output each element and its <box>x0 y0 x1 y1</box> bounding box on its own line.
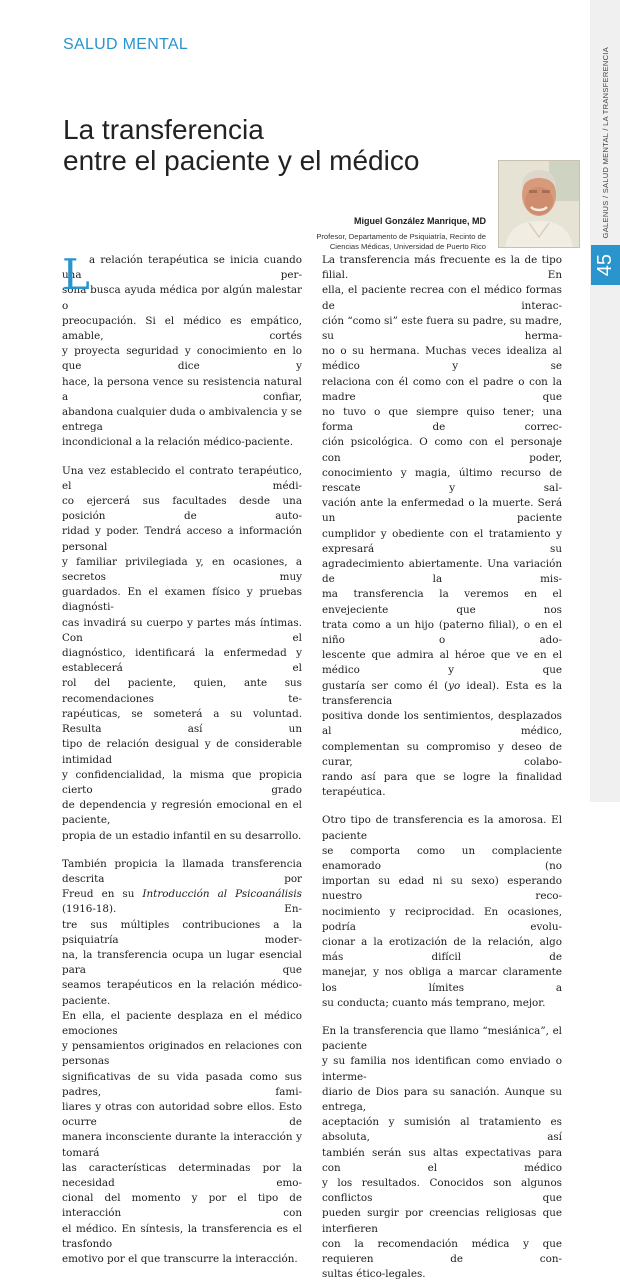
text-line: también serán sus altas expectativas para con el médico <box>322 1146 562 1174</box>
text-line: ella, el paciente recrea con el médico formas de interac- <box>322 284 562 312</box>
title-line: La transferencia <box>63 114 264 145</box>
text-line: a relación terapéutica se inicia cuando una per- <box>62 254 302 282</box>
text-line: tipo de relación desigual y de considerable intimidad <box>62 738 302 766</box>
text-line: Freud en su Introducción al Psicoanálisis (1916-18). En- <box>62 888 302 916</box>
text-line: rapéuticas, se someterá a su voluntad. Resulta así un <box>62 707 302 736</box>
text-line: En la transferencia que llamo “mesiánica”, el paciente <box>322 1024 562 1053</box>
title-line: entre el paciente y el médico <box>63 145 420 176</box>
text-line: gustaría ser como él (yo ideal). Esta es la transferencia <box>322 679 562 707</box>
text-line: emotivo por el que transcurre la interacción. <box>62 1253 298 1265</box>
text-line: se comporta como un complaciente enamorado (no <box>322 844 562 872</box>
text-line: tre sus múltiples contribuciones a la psiquiatría moder- <box>62 918 302 946</box>
author-affiliation <box>290 232 486 252</box>
left-column <box>62 250 302 1267</box>
text-line: y familiar privilegiada y, en ocasiones, a secretos muy <box>62 555 302 584</box>
author-photo <box>498 160 580 248</box>
text-line: abandona cualquier duda o ambivalencia y se entrega <box>62 406 302 434</box>
text-line: aceptación y sumisión al tratamiento es absoluta, así <box>322 1116 562 1144</box>
text-line: importan su edad ni su sexo) esperando nuestro reco- <box>322 875 562 903</box>
text-line: positiva donde los sentimientos, desplazados al médico, <box>322 710 562 738</box>
text-line: manejar, y nos obliga a marcar claramente los límites a <box>322 966 562 994</box>
text-line: diario de Dios para su sanación. Aunque su entrega, <box>322 1085 562 1113</box>
affiliation-line: Ciencias Médicas, Universidad de Puerto Rico <box>329 242 486 251</box>
text-line: significativas de su vida pasada como sus padres, fami- <box>62 1070 302 1098</box>
text-line: nocimiento y reciprocidad. En ocasiones, podría evolu- <box>322 905 562 933</box>
text-line: no o su hermana. Muchas veces idealiza al médico y se <box>322 345 562 373</box>
text-line: rando así para que se logre la finalidad terapéutica. <box>322 770 562 799</box>
text-line: trata como a un hijo (paterno filial), o en el niño o ado- <box>322 618 562 647</box>
article-title <box>63 114 419 176</box>
text-line: las características determinadas por la necesidad emo- <box>62 1161 302 1189</box>
right-column <box>322 253 562 1282</box>
text-line: relaciona con él como con el padre o con la madre que <box>322 375 562 403</box>
text-line: cumplidor y obediente con el tratamiento y expresará su <box>322 527 562 555</box>
text-line: diagnóstico, identificará la enfermedad y establecerá el <box>62 647 302 675</box>
text-line: ridad y poder. Tendrá acceso a información personal <box>62 525 302 553</box>
text-line: lescente que admira al héroe que ve en el médico y que <box>322 649 562 677</box>
page-number: 45 <box>591 245 620 285</box>
text-line: co ejercerá sus facultades desde una posición de auto- <box>62 495 302 523</box>
text-line: conocimiento y magia, último recurso de rescate y sal- <box>322 466 562 495</box>
text-line: su conducta; cuanto más temprano, mejor. <box>322 996 546 1009</box>
text-line: En ella, el paciente desplaza en el médico emociones <box>62 1009 302 1037</box>
text-line: na, la transferencia ocupa un lugar esencial para que <box>62 948 302 977</box>
text-line: agradecimiento abiertamente. Una variación de la mis- <box>322 558 562 586</box>
text-line: cas invadirá su cuerpo y partes más íntimas. Con el <box>62 616 302 644</box>
text-line: y confidencialidad, la misma que propicia cierto grado <box>62 768 302 796</box>
text-line: sultas ético-legales. <box>322 1268 426 1281</box>
text-line: y su familia nos identifican como enviado o interme- <box>322 1055 562 1083</box>
text-line: Otro tipo de transferencia es la amorosa. El paciente <box>322 814 562 842</box>
text-line: ción psicológica. O como con el personaje con poder, <box>322 436 562 464</box>
text-line: cional del momento y por el tipo de interacción con <box>62 1192 302 1220</box>
section-label: SALUD MENTAL <box>63 36 189 53</box>
text-line: También propicia la llamada transferencia descrita por <box>62 857 302 885</box>
text-line: rol del paciente, quien, ante sus recomendaciones te- <box>62 677 302 705</box>
text-line: liares y otras con autoridad sobre ellos. Esto ocurre de <box>62 1100 302 1129</box>
text-line: La transferencia más frecuente es la de tipo filial. En <box>322 254 562 282</box>
text-line: con la recomendación médica y que requieren de con- <box>322 1237 562 1265</box>
sidebar-running-head: GALENUS / SALUD MENTAL / LA TRANSFERENCIA <box>600 46 610 239</box>
text-line: hace, la persona vence su resistencia natural a confiar, <box>62 375 302 403</box>
text-line: pueden surgir por creencias religiosas que interfieren <box>322 1207 562 1235</box>
text-line: ción “como si” este fuera su padre, su madre, su herma- <box>322 314 562 343</box>
text-line: y pensamientos originados en relaciones con personas <box>62 1040 302 1068</box>
text-line: el médico. En síntesis, la transferencia es el trasfondo <box>62 1222 302 1250</box>
text-line: cionar a la erotización de la relación, algo más difícil de <box>322 935 562 964</box>
text-line: de dependencia y regresión emocional en el paciente, <box>62 799 302 827</box>
text-line: vación ante la enfermedad o la muerte. Será un paciente <box>322 497 562 525</box>
author-name: Miguel González Manrique, MD <box>353 216 486 226</box>
text-line: y proyecta seguridad y conocimiento en lo que dice y <box>62 345 302 373</box>
text-line: guardados. En el examen físico y pruebas diagnósti- <box>62 586 302 614</box>
text-line: manera inconsciente durante la interacción y tomará <box>62 1131 302 1159</box>
text-line: incondicional a la relación médico-paciente. <box>62 436 293 449</box>
text-line: Una vez establecido el contrato terapéutico, el médi- <box>62 464 302 492</box>
text-line: seamos terapéuticos en la relación médico-paciente. <box>62 979 302 1007</box>
text-line: sona busca ayuda médica por algún malestar o <box>62 284 302 312</box>
text-line: ma transferencia la veremos en el envejeciente que nos <box>322 588 562 616</box>
text-line: propia de un estadio infantil en su desarrollo. <box>62 829 302 842</box>
text-line: no tuvo o que siempre quiso tener; una forma de correc- <box>322 406 562 434</box>
text-line: y los resultados. Conocidos son algunos conflictos que <box>322 1176 562 1205</box>
text-line: preocupación. Si el médico es empático, amable, cortés <box>62 314 302 343</box>
text-line: complementan su compromiso y deseo de curar, colabo- <box>322 740 562 768</box>
affiliation-line: Profesor, Departamento de Psiquiatría, Recinto de <box>316 232 486 241</box>
drop-cap: L <box>62 250 90 299</box>
